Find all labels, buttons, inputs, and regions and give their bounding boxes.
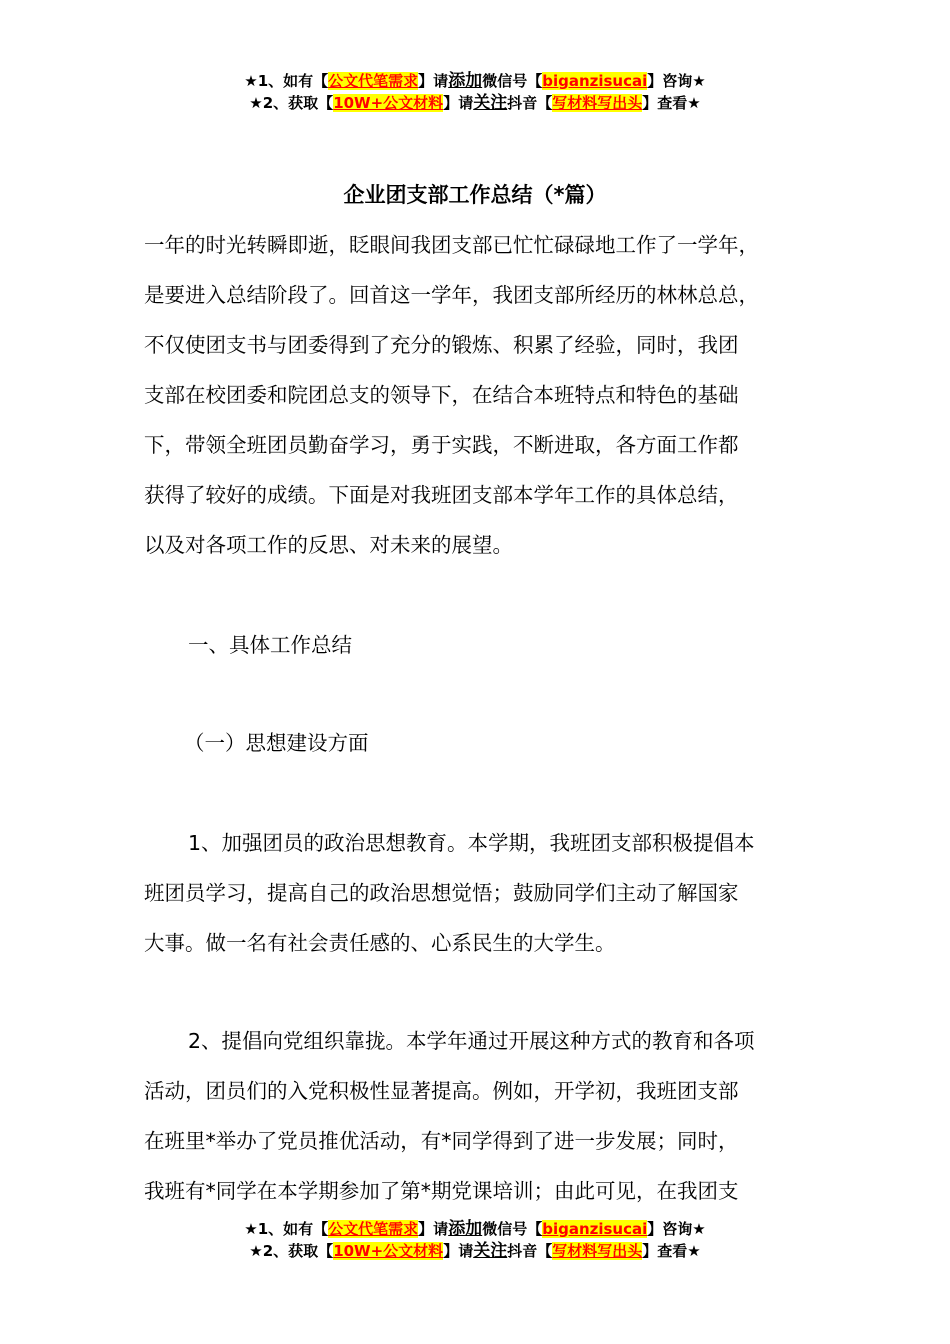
promo-highlight: 公文代笔需求 [328, 72, 419, 90]
paragraph-2 [144, 1016, 824, 1216]
promo-emphasis: 添加 [448, 71, 483, 91]
promo-line-2 [0, 1240, 950, 1262]
promo-text: ★2、获取【 [249, 1242, 334, 1260]
promo-highlight: 10W+公文材料 [333, 1242, 444, 1260]
text-line: 1、加强团员的政治思想教育。本学期，我班团支部积极提倡本 [188, 831, 755, 855]
promo-banner-bottom [0, 1218, 950, 1262]
section-heading-text: 一、具体工作总结 [188, 633, 352, 657]
promo-text: 】咨询★ [647, 1220, 706, 1238]
text-line: 是要进入总结阶段了。回首这一学年，我团支部所经历的林林总总， [144, 283, 759, 307]
promo-highlight: 写材料写出头 [552, 94, 643, 112]
promo-highlight: 10W+公文材料 [333, 94, 444, 112]
text-line: 2、提倡向党组织靠拢。本学年通过开展这种方式的教育和各项 [188, 1029, 755, 1053]
text-line: 在班里*举办了党员推优活动，有*同学得到了进一步发展；同时， [144, 1129, 739, 1153]
promo-emphasis: 添加 [448, 1219, 483, 1239]
section-heading [144, 620, 868, 670]
text-line: 获得了较好的成绩。下面是对我班团支部本学年工作的具体总结， [144, 483, 739, 507]
promo-text: 抖音【 [507, 1242, 553, 1260]
paragraph-1 [144, 818, 824, 968]
promo-emphasis: 关注 [473, 1241, 508, 1261]
text-line: 活动，团员们的入党积极性显著提高。例如，开学初，我班团支部 [144, 1079, 739, 1103]
promo-banner-top [0, 70, 950, 114]
text-line: 下，带领全班团员勤奋学习，勇于实践，不断进取，各方面工作都 [144, 433, 739, 457]
promo-text: 】请 [443, 1242, 474, 1260]
intro-paragraph [144, 220, 824, 570]
subsection-heading [144, 718, 864, 768]
promo-highlight: 写材料写出头 [552, 1242, 643, 1260]
promo-line-2 [0, 92, 950, 114]
promo-highlight: 公文代笔需求 [328, 1220, 419, 1238]
promo-text: 】查看★ [642, 94, 701, 112]
promo-text: ★2、获取【 [249, 94, 334, 112]
promo-text: 】请 [443, 94, 474, 112]
promo-text: 】请 [418, 1220, 449, 1238]
promo-text: 微信号【 [482, 72, 543, 90]
text-line: 不仅使团支书与团委得到了充分的锻炼、积累了经验，同时，我团 [144, 333, 739, 357]
promo-text: ★1、如有【 [244, 1220, 329, 1238]
promo-line-1 [0, 70, 950, 92]
promo-text: 】请 [418, 72, 449, 90]
text-line: 一年的时光转瞬即逝，眨眼间我团支部已忙忙碌碌地工作了一学年， [144, 233, 759, 257]
subsection-heading-text: （一）思想建设方面 [184, 731, 369, 755]
document-title: 企业团支部工作总结（*篇） [343, 183, 607, 207]
text-line: 支部在校团委和院团总支的领导下，在结合本班特点和特色的基础 [144, 383, 739, 407]
promo-text: ★1、如有【 [244, 72, 329, 90]
promo-emphasis: 关注 [473, 93, 508, 113]
text-line: 班团员学习，提高自己的政治思想觉悟；鼓励同学们主动了解国家 [144, 881, 739, 905]
text-line: 以及对各项工作的反思、对未来的展望。 [144, 533, 513, 557]
promo-highlight: biganzisucai [542, 72, 648, 90]
promo-text: 】咨询★ [647, 72, 706, 90]
promo-line-1 [0, 1218, 950, 1240]
promo-text: 】查看★ [642, 1242, 701, 1260]
promo-text: 抖音【 [507, 94, 553, 112]
text-line: 我班有*同学在本学期参加了第*期党课培训；由此可见，在我团支 [144, 1179, 739, 1203]
promo-text: 微信号【 [482, 1220, 543, 1238]
text-line: 大事。做一名有社会责任感的、心系民生的大学生。 [144, 931, 616, 955]
promo-highlight: biganzisucai [542, 1220, 648, 1238]
